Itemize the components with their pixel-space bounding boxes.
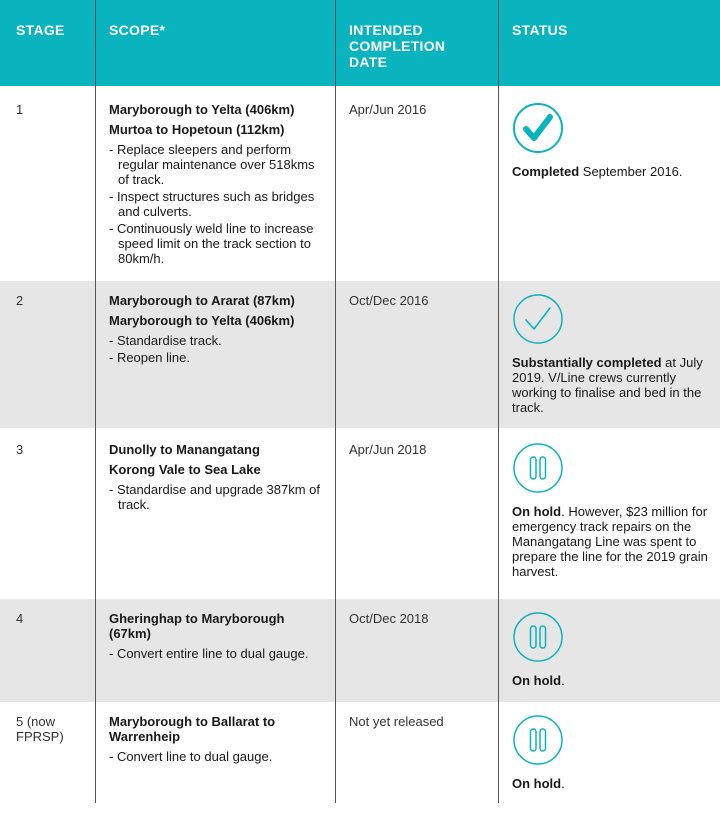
scope-item: - Standardise and upgrade 387km of track.: [109, 482, 321, 512]
status-label: Completed: [512, 164, 580, 179]
completion-date: Oct/Dec 2016: [349, 293, 429, 308]
status-text: [512, 355, 712, 415]
table-row: [0, 702, 720, 803]
pause-icon: [512, 714, 564, 766]
status-cell: [512, 293, 712, 415]
route-name: Maryborough to Yelta (406km): [109, 102, 295, 117]
status-label: On hold: [512, 776, 562, 791]
route-name: Korong Vale to Sea Lake: [109, 462, 261, 477]
table-header: [0, 0, 720, 86]
stage-number: 1: [16, 102, 24, 117]
pause-icon: [512, 442, 564, 494]
route-name: Murtoa to Hopetoun (112km): [109, 122, 285, 137]
scope-cell: [109, 442, 324, 514]
scope-item: - Continuously weld line to increase speed limit on the track section to 80km/h.: [109, 221, 314, 266]
scope-item: - Replace sleepers and perform regular maintenance over 518kms of track.: [109, 142, 315, 187]
column-divider: [335, 0, 336, 803]
scope-cell: [109, 102, 324, 268]
status-label: Substantially completed: [512, 355, 662, 370]
stage-number: 4: [16, 611, 24, 626]
status-text: [512, 776, 712, 791]
scope-cell: [109, 714, 324, 766]
column-divider: [498, 0, 499, 803]
route-name: Maryborough to Yelta (406km): [109, 313, 295, 328]
completion-date: Apr/Jun 2018: [349, 442, 427, 457]
scope-item: - Convert line to dual gauge.: [109, 749, 273, 764]
header-date-line2: COMPLETION: [349, 38, 446, 54]
header-scope: SCOPE*: [109, 22, 166, 38]
route-name: Maryborough to Ararat (87km): [109, 293, 295, 308]
status-detail: September 2016.: [579, 164, 683, 179]
status-cell: [512, 442, 712, 579]
table-row: [0, 428, 720, 599]
scope-item: - Convert entire line to dual gauge.: [109, 646, 309, 661]
header-date: [349, 22, 445, 70]
status-label: On hold: [512, 504, 562, 519]
status-cell: [512, 611, 712, 688]
stage-number: 2: [16, 293, 24, 308]
route-name: Dunolly to Manangatang: [109, 442, 260, 457]
scope-cell: [109, 293, 324, 367]
header-status: STATUS: [512, 22, 568, 38]
route-name: Gheringhap to Maryborough (67km): [109, 611, 285, 641]
stage-number: 3: [16, 442, 24, 457]
status-text: [512, 164, 712, 179]
table-row: [0, 86, 720, 281]
table-row: [0, 599, 720, 702]
completion-date: Apr/Jun 2016: [349, 102, 427, 117]
status-detail: .: [561, 673, 565, 688]
table-row: [0, 281, 720, 428]
header-date-line3: DATE: [349, 54, 388, 70]
completion-date: Oct/Dec 2018: [349, 611, 429, 626]
scope-item: - Standardise track.: [109, 333, 222, 348]
scope-item: - Reopen line.: [109, 350, 190, 365]
status-text: [512, 504, 712, 579]
pause-icon: [512, 611, 564, 663]
status-detail: .: [561, 776, 565, 791]
stage-number: 5 (now FPRSP): [16, 714, 64, 744]
check-outline-icon: [512, 293, 564, 345]
route-name: Maryborough to Ballarat to Warrenheip: [109, 714, 276, 744]
completion-date: Not yet released: [349, 714, 444, 729]
status-detail: . However, $23 million for emergency track repairs on the Manangatang Line was spent to prepare the line for the 2019 grain harvest.: [512, 504, 708, 579]
check-filled-icon: [512, 102, 564, 154]
header-date-line1: INTENDED: [349, 22, 423, 38]
status-detail: at July 2019. V/Line crews currently working to finalise and bed in the track.: [512, 355, 703, 415]
column-divider: [95, 0, 96, 803]
scope-item: - Inspect structures such as bridges and culverts.: [109, 189, 315, 219]
status-text: [512, 673, 712, 688]
status-cell: [512, 102, 712, 179]
status-cell: [512, 714, 712, 791]
scope-cell: [109, 611, 324, 663]
status-label: On hold: [512, 673, 562, 688]
header-stage: STAGE: [16, 22, 65, 38]
